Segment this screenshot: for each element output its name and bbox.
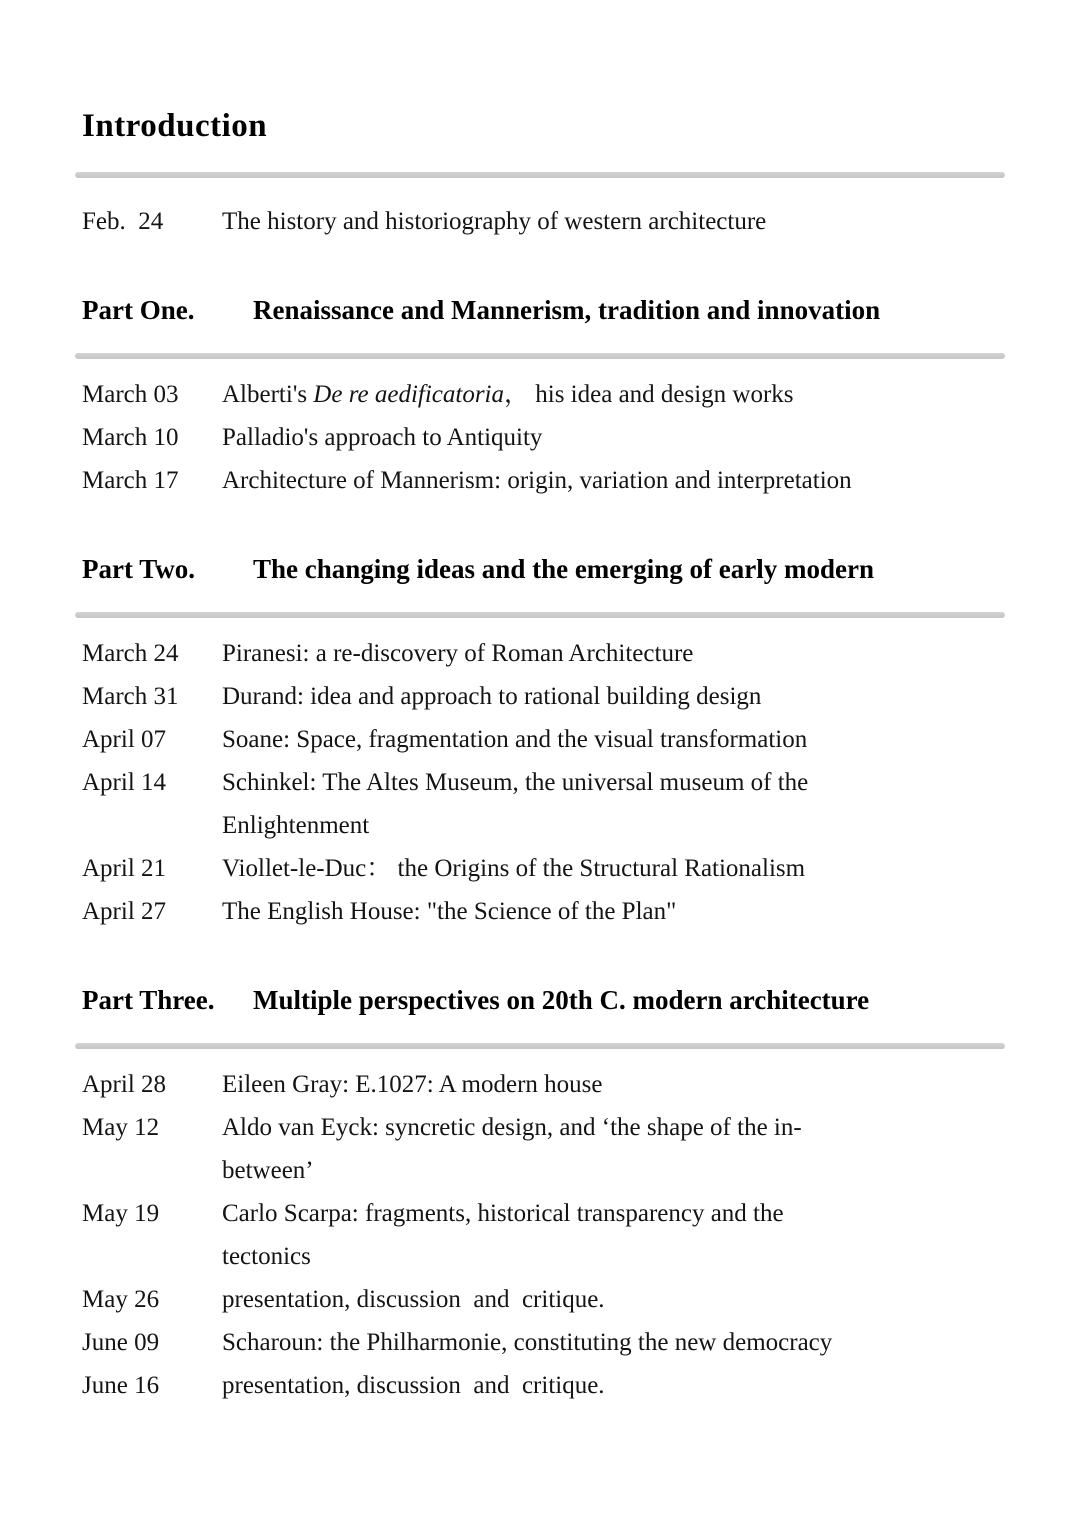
- schedule-row: [82, 200, 1005, 243]
- row-date: March 17: [82, 467, 179, 494]
- section-divider: [75, 353, 1005, 359]
- row-date: May 19: [82, 1200, 160, 1227]
- row-text: Durand: idea and approach to rational building design: [222, 683, 762, 710]
- schedule-row: [82, 761, 1005, 804]
- row-text: [222, 373, 794, 416]
- intro-schedule: [82, 200, 1005, 243]
- schedule-row: [82, 459, 1005, 502]
- schedule-row-continuation: [82, 1149, 1005, 1192]
- part-one-heading: [82, 295, 1005, 326]
- row-text: tectonics: [222, 1243, 311, 1270]
- row-text: between’: [222, 1157, 314, 1184]
- row-text: Enlightenment: [222, 812, 370, 839]
- section-divider: [75, 1043, 1005, 1049]
- schedule-row: [82, 1321, 1005, 1364]
- schedule-row: [82, 1192, 1005, 1235]
- row-date: Feb. 24: [82, 208, 164, 235]
- row-text: Aldo van Eyck: syncretic design, and ‘the shape of the in-: [222, 1114, 802, 1141]
- row-date: [82, 804, 222, 847]
- schedule-row: [82, 1063, 1005, 1106]
- row-date: April 21: [82, 855, 167, 882]
- part-three-title: Multiple perspectives on 20th C. modern architecture: [253, 985, 870, 1015]
- schedule-row: [82, 847, 1005, 890]
- row-text: Scharoun: the Philharmonie, constituting the new democracy: [222, 1329, 833, 1356]
- schedule-row: [82, 373, 1005, 416]
- part-three-heading: [82, 985, 1005, 1016]
- part-three-schedule: [82, 1063, 1005, 1407]
- schedule-row-continuation: [82, 804, 1005, 847]
- row-text: presentation, discussion and critique.: [222, 1372, 605, 1399]
- row-date: [82, 1149, 222, 1192]
- row-text: Schinkel: The Altes Museum, the universal museum of the: [222, 769, 809, 796]
- row-text: The English House: "the Science of the Plan": [222, 898, 677, 925]
- row-text: Palladio's approach to Antiquity: [222, 424, 543, 451]
- schedule-row: [82, 718, 1005, 761]
- section-divider: [75, 172, 1005, 178]
- schedule-row: [82, 890, 1005, 933]
- row-text: The history and historiography of western architecture: [222, 208, 767, 235]
- row-text: Carlo Scarpa: fragments, historical transparency and the: [222, 1200, 784, 1227]
- row-text: Architecture of Mannerism: origin, variation and interpretation: [222, 467, 852, 494]
- row-text-plain: Alberti's: [222, 381, 314, 408]
- schedule-row: [82, 1364, 1005, 1407]
- part-two-title: The changing ideas and the emerging of early modern: [253, 554, 874, 584]
- part-one-title: Renaissance and Mannerism, tradition and innovation: [253, 295, 881, 325]
- row-date: March 24: [82, 640, 179, 667]
- row-date: May 26: [82, 1286, 160, 1313]
- schedule-row: [82, 675, 1005, 718]
- part-one-schedule: [82, 373, 1005, 502]
- row-date: [82, 1235, 222, 1278]
- row-date: June 09: [82, 1329, 160, 1356]
- row-text: Eileen Gray: E.1027: A modern house: [222, 1071, 603, 1098]
- row-text-italic-title: De re aedificatoria: [313, 381, 504, 408]
- schedule-row: [82, 416, 1005, 459]
- row-text-plain: ， his idea and design works: [504, 381, 794, 408]
- row-text: presentation, discussion and critique.: [222, 1286, 605, 1313]
- part-two-heading: [82, 554, 1005, 585]
- row-date: April 14: [82, 769, 167, 796]
- row-date: June 16: [82, 1372, 160, 1399]
- row-text: Soane: Space, fragmentation and the visual transformation: [222, 726, 808, 753]
- schedule-row-continuation: [82, 1235, 1005, 1278]
- part-two-schedule: [82, 632, 1005, 933]
- row-text: Viollet-le-Duc： the Origins of the Structural Rationalism: [222, 855, 806, 882]
- row-date: April 07: [82, 726, 167, 753]
- schedule-row: [82, 1278, 1005, 1321]
- row-date: April 27: [82, 898, 167, 925]
- section-divider: [75, 612, 1005, 618]
- schedule-row: [82, 1106, 1005, 1149]
- part-two-label: Part Two.: [82, 554, 195, 584]
- page-title: Introduction: [82, 108, 268, 144]
- schedule-row: [82, 632, 1005, 675]
- row-date: May 12: [82, 1114, 160, 1141]
- row-date: March 03: [82, 381, 179, 408]
- row-date: April 28: [82, 1071, 167, 1098]
- row-text: Piranesi: a re-discovery of Roman Architecture: [222, 640, 694, 667]
- row-date: March 10: [82, 424, 179, 451]
- part-one-label: Part One.: [82, 295, 195, 325]
- part-three-label: Part Three.: [82, 985, 215, 1015]
- row-date: March 31: [82, 683, 179, 710]
